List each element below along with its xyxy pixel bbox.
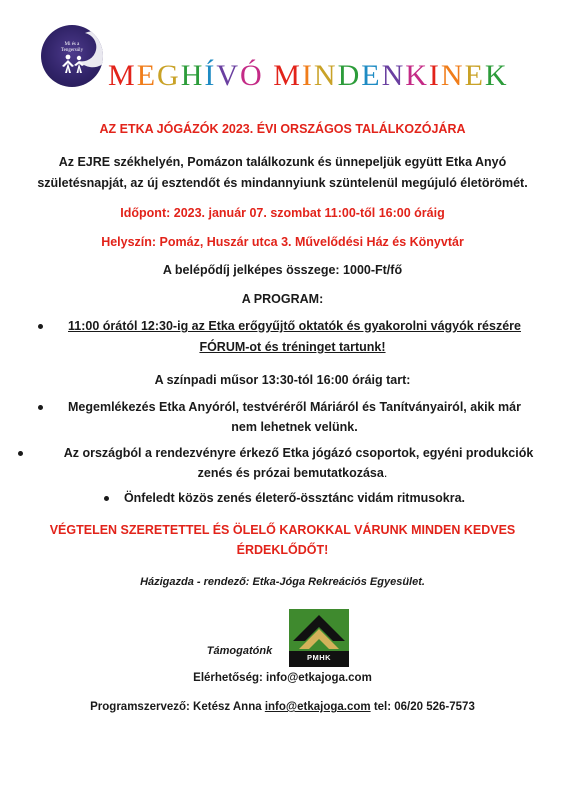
title-letter: I [301, 59, 314, 92]
event-time: Időpont: 2023. január 07. szombat 11:00-től 16:00 óráig [120, 206, 445, 220]
sponsor-label: PMHK [306, 653, 332, 662]
title-letter: E [361, 59, 382, 92]
logo-text: Mi és a Tengersúly [60, 42, 84, 53]
logo-icon [41, 25, 103, 87]
title-letter: I [428, 59, 441, 92]
organizer-email-link[interactable]: info@etkajoga.com [264, 701, 371, 713]
title-letter: M [108, 59, 137, 92]
event-place: Helyszín: Pomáz, Huszár utca 3. Művelődési Ház és Könyvtár [101, 235, 464, 249]
stage-program: A színpadi műsor 13:30-tól 16:00 óráig tart: [154, 373, 411, 387]
intro-line-1: Az EJRE székhelyén, Pomázon találkozunk és ünnepeljük együtt Etka Anyó [58, 155, 507, 169]
closing-line-2: ÉRDEKLŐDŐT! [236, 543, 329, 557]
title-letter: E [464, 59, 485, 92]
title-letter: K [405, 59, 429, 92]
closing-line-1: VÉGTELEN SZERETETTEL ÉS ÖLELŐ KAROKKAL VÁRUNK MINDEN KEDVES [49, 523, 516, 537]
title-letter: K [484, 59, 509, 92]
title-letter: N [313, 59, 338, 92]
subtitle: AZ ETKA JÓGÁZÓK 2023. ÉVI ORSZÁGOS TALÁLKOZÓJÁRA [99, 122, 466, 136]
title-letter: Í [204, 59, 217, 92]
organizer-line: Programszervező: Ketész Anna info@etkajoga.com tel: 06/20 526-7573 [90, 701, 475, 713]
sponsors-label: Támogatónk [206, 645, 273, 657]
title-letter: N [381, 59, 406, 92]
entry-fee: A belépődíj jelképes összege: 1000-Ft/fő [162, 263, 403, 277]
forum-line-2: FÓRUM-ot és tréninget tartunk! [199, 340, 386, 354]
title-letter: M [273, 59, 302, 92]
bullet-2-line-1: Az országból a rendezvényre érkező Etka jógázó csoportok, egyéni produkciók [63, 446, 534, 460]
title-letter: V [216, 59, 241, 92]
title-letter: N [440, 59, 465, 92]
invitation-title [108, 59, 508, 93]
program-heading: A PROGRAM: [241, 292, 324, 306]
intro-line-2: születésnapját, az új esztendőt és mindannyiunk szüntelenül megújuló életörömét. [37, 176, 528, 190]
bullet-2-line-2: zenés és prózai bemutatkozása. [197, 466, 388, 480]
title-letter: E [136, 59, 158, 92]
bullet-1-line-2: nem lehetnek velünk. [231, 420, 358, 434]
title-letter: Ó [240, 59, 264, 92]
title-letter: D [337, 59, 362, 92]
contact-line: Elérhetőség: info@etkajoga.com [193, 672, 372, 684]
title-letter: H [180, 59, 205, 92]
host-line: Házigazda - rendező: Etka-Jóga Rekreációs Egyesület. [140, 576, 425, 588]
bullet-3: Önfeledt közös zenés életerő-össztánc vidám ritmusokra. [123, 491, 466, 505]
bullet-1-line-1: Megemlékezés Etka Anyóról, testvéréről Máriáról és Tanítványairól, akik már [68, 400, 521, 414]
forum-line-1: 11:00 órától 12:30-ig az Etka erőgyűjtő oktatók és gyakorolni vágyók részére [68, 319, 521, 333]
title-letter [264, 59, 274, 93]
pmhk-logo-icon [289, 609, 349, 667]
title-letter: G [157, 59, 181, 92]
